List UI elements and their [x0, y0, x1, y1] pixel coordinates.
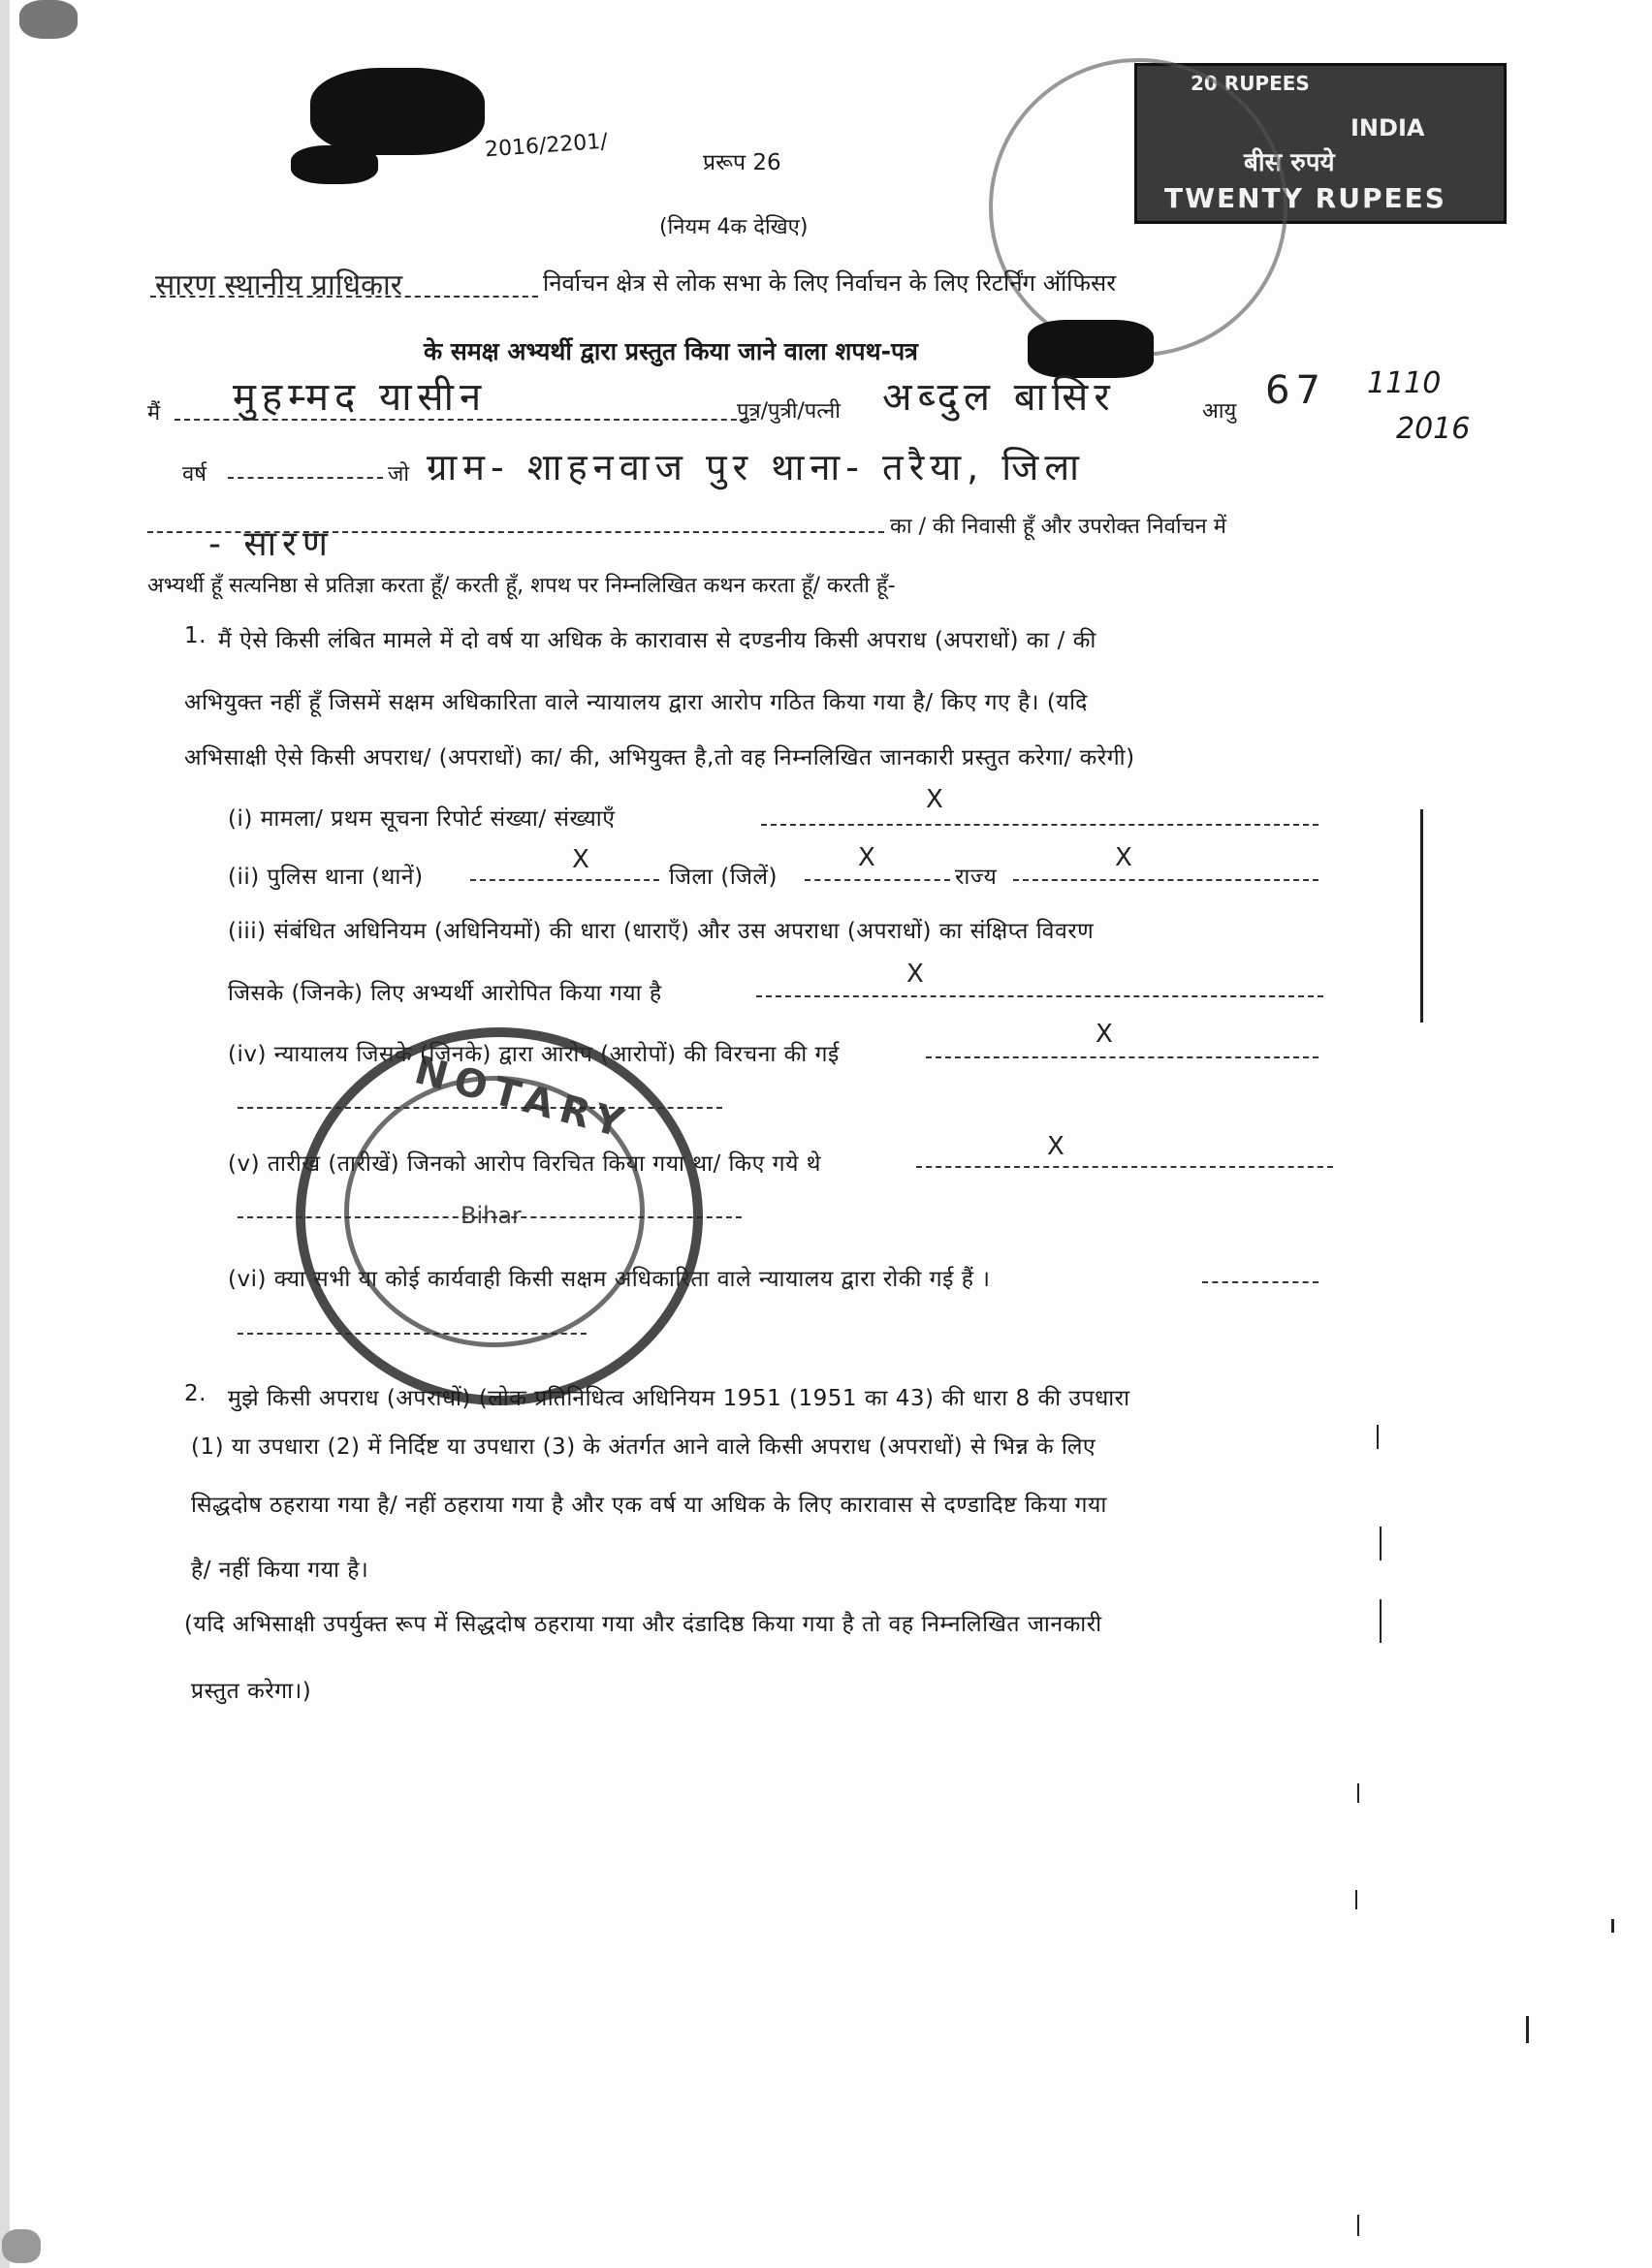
item-ii-district-blank — [805, 879, 950, 881]
scan-mark — [1380, 1527, 1382, 1560]
item-i-blank — [761, 824, 1318, 826]
item-iv-cross: X — [1096, 1020, 1113, 1049]
seal-center-text: Bihar — [461, 1202, 522, 1229]
scan-mark — [1420, 809, 1423, 1023]
para1-line3: अभिसाक्षी ऐसे किसी अपराध/ (अपराधों) का/ की, अभियुक्त है,तो वह निम्नलिखित जानकारी प्रस्तुत करेगा/ करेगी) — [184, 745, 1135, 771]
scan-edge — [0, 0, 10, 2268]
item-vi-blank — [1202, 1281, 1318, 1283]
header-line-2: के समक्ष अभ्यर्थी द्वारा प्रस्तुत किया जाने वाला शपथ-पत्र — [424, 337, 918, 365]
item-ii-state: राज्य — [955, 865, 998, 890]
item-ii-state-cross: X — [1115, 843, 1132, 872]
item-iii-line1: (iii) संबंधित अधिनियम (अधिनियमों) की धारा (धाराएँ) और उस अपराधा (अपराधों) का संक्षिप्त विवरण — [228, 919, 1095, 944]
para2-line2: (1) या उपधारा (2) में निर्दिष्ट या उपधारा (3) के अंतर्गत आने वाले किसी अपराध (अपराधों) से भिन्न के लिए — [191, 1434, 1096, 1460]
margin-note-2: 2016 — [1396, 412, 1471, 446]
father-name: अब्दुल बासिर — [882, 375, 1116, 420]
item-ii-district: जिला (जिलें) — [669, 865, 778, 890]
para1-line2: अभियुक्त नहीं हूँ जिसमें सक्षम अधिकारिता वाले न्यायालय द्वारा आरोप गठित किया गया है/ किए गए है। (यदि — [184, 690, 1088, 715]
scan-mark — [1355, 1890, 1357, 1909]
rule-note: (नियम 4क देखिए) — [659, 215, 809, 239]
item-vi: (vi) क्या सभी या कोई कार्यवाही किसी सक्षम अधिकारिता वाले न्यायालय द्वारा रोकी गई हैं । — [228, 1267, 991, 1292]
item-iii-cross: X — [906, 960, 924, 989]
item-iv-blank — [926, 1056, 1318, 1058]
item-ii-station: (ii) पुलिस थाना (थानें) — [228, 865, 424, 890]
para2-line1: मुझे किसी अपराध (अपराधों) (लोक प्रतिनिधित्व अधिनियम 1951 (1951 का 43) की धारा 8 की उपधारा — [228, 1386, 1130, 1411]
scan-mark — [1357, 1783, 1359, 1803]
item-i: (i) मामला/ प्रथम सूचना रिपोर्ट संख्या/ संख्याएँ — [228, 806, 616, 832]
constituency-handwritten: सारण स्थानीय प्राधिकार — [155, 268, 403, 302]
stamp-top-text: 20 RUPEES — [1191, 72, 1310, 95]
stamp-value-english: TWENTY RUPEES — [1164, 182, 1446, 214]
year-label: वर्ष — [182, 462, 206, 487]
scan-mark — [1526, 2016, 1529, 2043]
ink-blot — [2, 2229, 41, 2263]
item-v-blank — [916, 1166, 1333, 1168]
scan-mark — [1357, 2215, 1359, 2236]
relation-label: पुत्र/पुत्री/पत्नी — [737, 399, 841, 424]
para2-line6: प्रस्तुत करेगा।) — [191, 1679, 312, 1704]
para2-line3: सिद्धदोष ठहराया गया है/ नहीं ठहराया गया है और एक वर्ष या अधिक के लिए कारावास से दण्डादिष्ट किया गया — [191, 1493, 1107, 1518]
scan-mark — [1380, 1599, 1382, 1643]
district-handwritten: - सारण — [208, 524, 334, 564]
age-value: 67 — [1265, 368, 1326, 413]
jo-label: जो — [388, 462, 410, 487]
seal-text: NOTARY — [409, 1048, 636, 1149]
resident-text: का / की निवासी हूँ और उपरोक्त निर्वाचन में — [890, 515, 1226, 539]
item-iv: (iv) न्यायालय जिसके (जिनके) द्वारा आरोप (आरोपों) की विरचना की गई — [228, 1042, 840, 1067]
item-i-cross: X — [926, 785, 943, 814]
item-v-cross: X — [1047, 1132, 1064, 1161]
item-v: (v) तारीख (तारीखें) जिनको आरोप विरचित किया गया था/ किए गये थे — [228, 1151, 821, 1177]
oath-line: अभ्यर्थी हूँ सत्यनिष्ठा से प्रतिज्ञा करता हूँ/ करती हूँ, शपथ पर निम्नलिखित कथन करता हूँ/ करती हूँ- — [147, 574, 896, 598]
item-iii-blank — [756, 995, 1323, 997]
postmark-circle — [989, 58, 1287, 357]
age-label: आयु — [1202, 399, 1237, 424]
ink-blot — [291, 145, 378, 184]
header-line-1: निर्वाचन क्षेत्र से लोक सभा के लिए निर्वाचन के लिए रिटर्निंग ऑफिसर — [543, 269, 1117, 297]
year-underline — [228, 477, 383, 479]
item-ii-state-blank — [1013, 879, 1318, 881]
stamp-country: INDIA — [1350, 114, 1425, 142]
declarant-name: मुहम्मद यासीन — [233, 375, 488, 420]
constituency-underline — [150, 296, 538, 298]
reference-handwritten: 2016/2201/ — [484, 129, 609, 163]
ink-blot — [19, 0, 78, 39]
item-ii-station-blank — [470, 879, 659, 881]
label-main: मैं — [147, 401, 161, 425]
para2-number: 2. — [184, 1381, 206, 1406]
address-handwritten: ग्राम- शाहनवाज पुर थाना- तरैया, जिला — [427, 446, 1085, 488]
item-ii-district-cross: X — [858, 843, 875, 872]
para1-number: 1. — [184, 623, 206, 648]
para2-line5: (यदि अभिसाक्षी उपर्युक्त रूप में सिद्धदोष ठहराया गया और दंडादिष्ठ किया गया है तो वह निम्नलिखित जानकारी — [184, 1612, 1102, 1637]
para2-line4: है/ नहीं किया गया है। — [191, 1558, 369, 1583]
item-iii-line2: जिसके (जिनके) लिए अभ्यर्थी आरोपित किया गया है — [228, 981, 662, 1006]
item-ii-station-cross: X — [572, 845, 589, 874]
scan-mark — [1377, 1425, 1379, 1449]
scan-mark — [1611, 1919, 1614, 1933]
ink-blot — [310, 68, 485, 155]
para1-line1: मैं ऐसे किसी लंबित मामले में दो वर्ष या अधिक के कारावास से दण्डनीय किसी अपराध (अपराधों) का / की — [218, 628, 1096, 653]
form-number: प्ररूप 26 — [703, 150, 781, 175]
notary-seal — [296, 1027, 703, 1405]
margin-note: 1110 — [1367, 366, 1442, 400]
stamp-value-hindi: बीस रुपये — [1244, 148, 1335, 177]
